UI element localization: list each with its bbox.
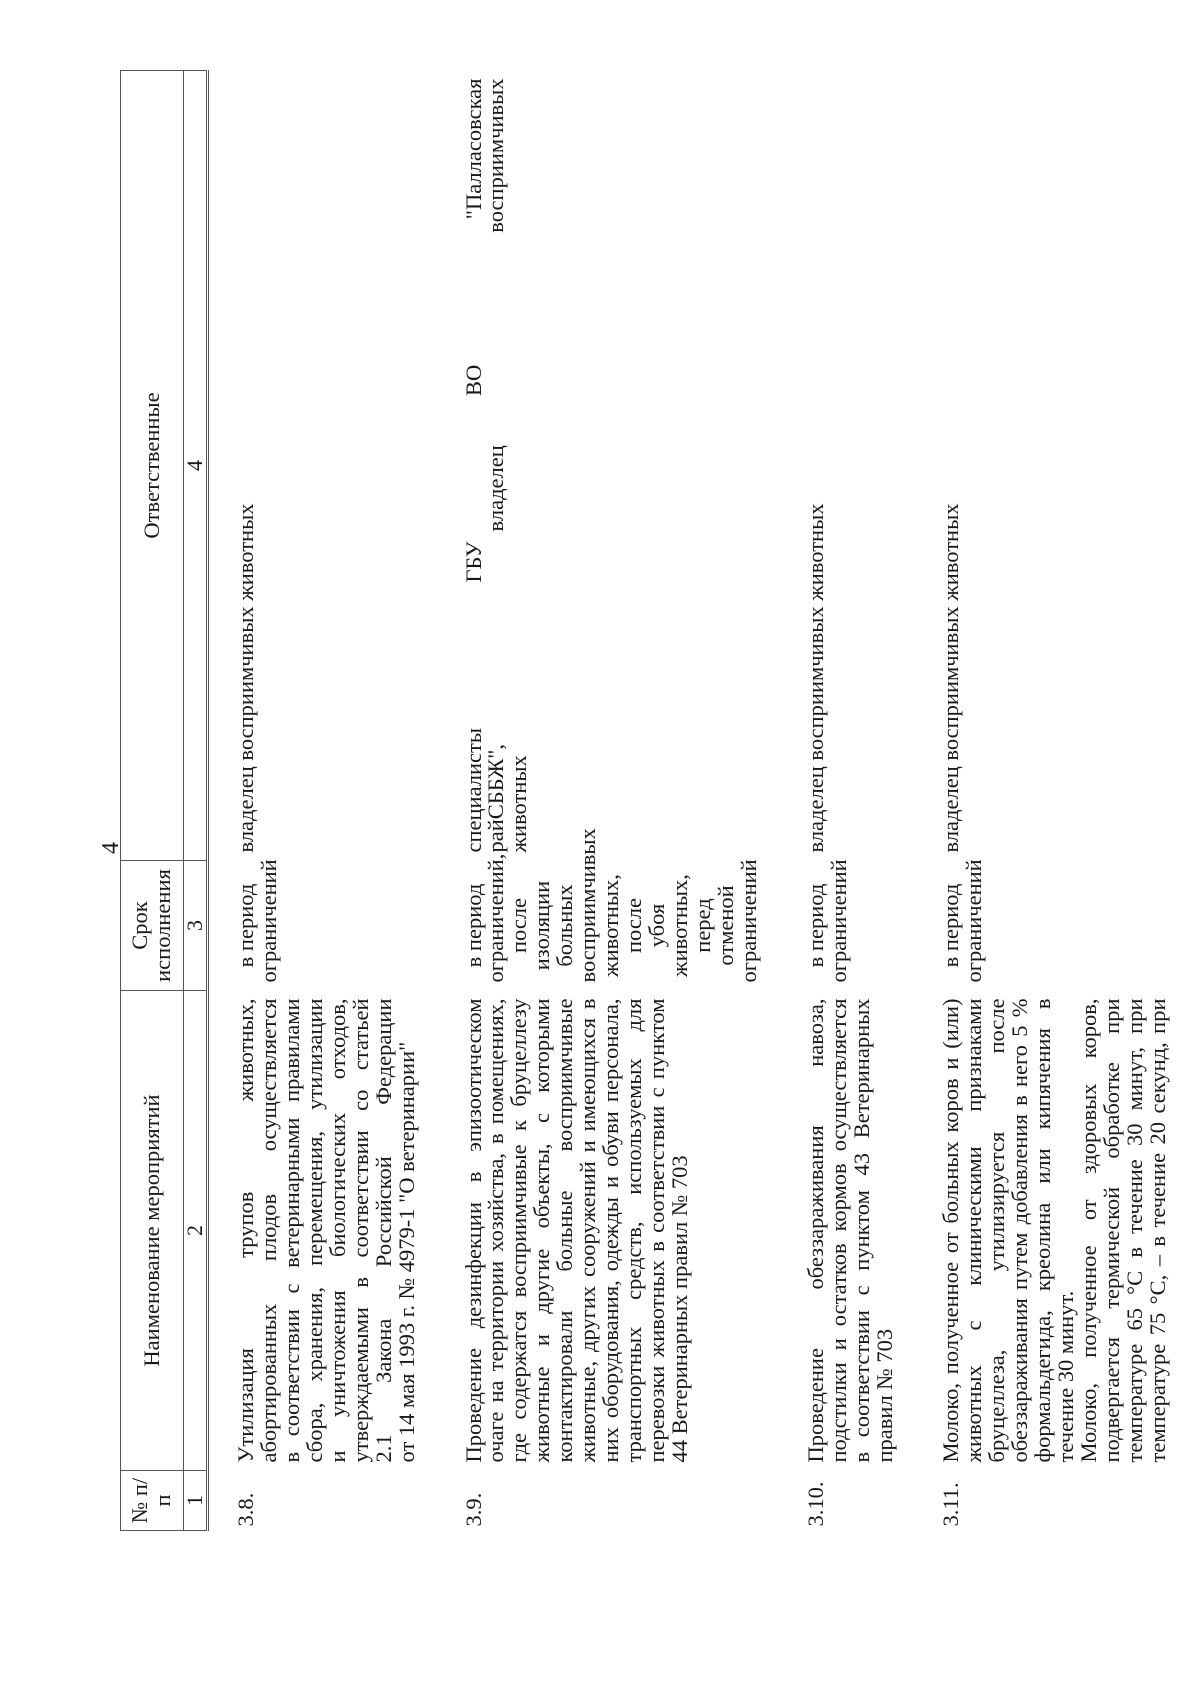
measure-text <box>802 991 907 1471</box>
header-measure-name: Наименование мероприятий <box>121 991 184 1471</box>
text-line: контактировали больные восприимчивые <box>552 998 578 1463</box>
deadline-line: в период <box>802 883 828 968</box>
table-row <box>940 71 1179 1531</box>
text-line: бруцеллеза, утилизируется после <box>984 998 1010 1463</box>
text-line: правил № 703 <box>871 1328 897 1463</box>
responsible-line: райСББЖ", владелец восприимчивых <box>483 78 509 853</box>
deadline-cell <box>208 861 429 991</box>
text-line: 44 Ветеринарных правил № 703 <box>666 1155 692 1463</box>
table-row <box>805 71 907 1531</box>
deadline-line: ограничений, <box>483 853 509 983</box>
header-responsible: Ответственные <box>121 71 184 861</box>
deadline-line: больных <box>552 884 578 967</box>
text-line: утверждаемыми в соответствии со статьей <box>347 998 373 1463</box>
responsible-cell <box>208 71 429 861</box>
column-numbers-row <box>184 71 208 1531</box>
row-number: 3.10. <box>802 1481 828 1527</box>
measure-text <box>208 991 429 1471</box>
table-row <box>463 71 771 1531</box>
text-line: в соответствии с ветеринарными правилами <box>278 998 304 1463</box>
text-line: Проведение обеззараживания навоза, <box>802 998 828 1463</box>
column-number: 1 <box>184 1471 208 1531</box>
deadline-cell <box>940 861 1179 991</box>
deadline-cell <box>460 828 771 991</box>
responsible-line: владелец восприимчивых животных <box>233 503 258 853</box>
deadline-line: ограничений <box>825 859 851 983</box>
responsible-line: специалисты ГБУ ВО "Палласовская <box>460 78 486 853</box>
page-number: 4 <box>98 842 124 854</box>
text-line: и уничтожения биологических отходов, <box>324 998 350 1463</box>
deadline-line: перед отменой <box>689 885 738 966</box>
text-line: от 14 мая 1993 г. № 4979-1 "О ветеринарии" <box>393 1041 419 1463</box>
column-number: 4 <box>184 71 208 861</box>
text-line: подвергается термической обработке при <box>1099 998 1124 1463</box>
text-line: транспортных средств, используемых для <box>621 998 647 1463</box>
text-line: абортированных плодов осуществляется <box>255 998 281 1463</box>
text-line: течение 30 минут. <box>1053 1290 1079 1463</box>
text-line: температуре 65 °С в течение 30 минут, при <box>1121 998 1147 1463</box>
measure-text <box>940 991 1179 1471</box>
text-line: где содержатся восприимчивые к бруцеллезу <box>506 998 532 1463</box>
responsible-line: владелец восприимчивых животных <box>938 503 964 853</box>
text-line: сбора, хранения, перемещения, утилизации <box>301 998 327 1463</box>
column-number: 2 <box>184 991 208 1471</box>
text-line: животные и другие объекты, с которыми <box>529 998 555 1463</box>
text-line: очаге на территории хозяйства, в помещениях, <box>483 998 509 1463</box>
responsible-line: животных <box>506 755 532 853</box>
row-number: 3.9. <box>460 1492 486 1527</box>
text-line: обеззараживания путем добавления в него 5 % <box>1007 998 1033 1463</box>
deadline-line: в период <box>938 883 964 968</box>
text-line: перевозки животных в соответствии с пунктом <box>644 998 669 1463</box>
deadline-line: после изоляции <box>506 880 555 971</box>
column-number: 3 <box>184 861 208 991</box>
deadline-line: ограничений <box>961 859 987 983</box>
responsible-line: владелец восприимчивых животных <box>802 503 828 853</box>
text-line: животные, других сооружений и имеющихся в <box>575 998 601 1463</box>
deadline-line: ограничений <box>735 859 761 983</box>
deadline-cell <box>802 859 907 991</box>
deadline-line: в период <box>460 883 486 968</box>
text-line: Утилизация трупов животных, <box>233 998 258 1463</box>
text-line: температуре 75 °С, – в течение 20 секунд, при <box>1144 998 1170 1463</box>
text-line: 2.1 Закона Российской Федерации <box>370 998 396 1463</box>
header-number: № п/п <box>121 1471 184 1531</box>
header-deadline: Срок исполнения <box>121 861 184 991</box>
deadline-line: в период <box>233 883 258 968</box>
text-line: в соответствии с пунктом 43 Ветеринарных <box>848 998 874 1463</box>
measures-table <box>120 70 1180 1531</box>
text-line: животных с клиническими признаками <box>961 998 987 1463</box>
text-line: них оборудования, одежды и обуви персонала, <box>598 998 624 1463</box>
text-line: подстилки и остатков кормов осуществляется <box>825 998 851 1463</box>
deadline-line: убоя животных, <box>644 874 692 977</box>
header-row <box>121 71 184 1531</box>
deadline-line: восприимчивых <box>575 828 601 983</box>
deadline-line: ограничений <box>255 859 281 983</box>
responsible-cell <box>802 71 907 861</box>
row-number: 3.8. <box>233 1492 258 1527</box>
text-line: Проведение дезинфекции в эпизоотическом <box>460 998 486 1463</box>
measure-text <box>460 991 771 1471</box>
deadline-line: животных, после <box>598 874 647 977</box>
table-row <box>208 71 429 1531</box>
text-line: Молоко, полученное от больных коров и (или) <box>938 998 964 1463</box>
responsible-cell <box>940 71 1179 861</box>
responsible-cell <box>460 71 771 861</box>
text-line: формальдегида, креолина или кипячения в <box>1030 998 1056 1463</box>
row-number: 3.11. <box>938 1482 964 1527</box>
text-line: Молоко, полученное от здоровых коров, <box>1076 998 1102 1463</box>
